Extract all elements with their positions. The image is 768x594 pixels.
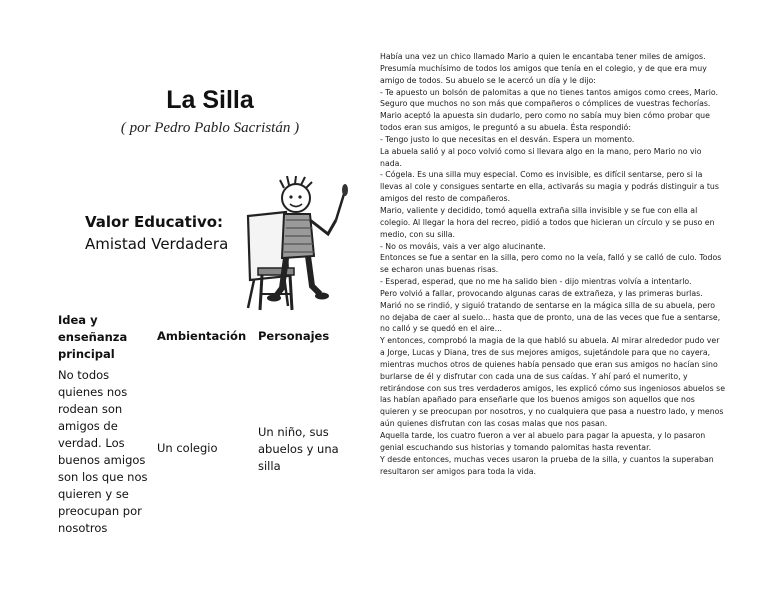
story-paragraph: - Esperad, esperad, que no me ha salido bien - dijo mientras volvía a intentarlo. [380, 277, 692, 287]
boy-painting-icon [236, 176, 354, 316]
value-text: Amistad Verdadera [85, 235, 229, 253]
page-title: La Silla [166, 86, 254, 114]
story-paragraph: - Te apuesto un bolsón de palomitas a que no tienes tantos amigos como crees, Mario. Seguro que muchos no son más que compañeros o cómplices de vuestras fechorías. [380, 87, 719, 109]
story-text [380, 51, 725, 477]
story-paragraph: Entonces se fue a sentar en la silla, pero como no la veía, falló y se calló de culo. Todos se echaron unas buenas risas. [380, 253, 722, 275]
story-paragraph: Y entonces, comprobó la magia de la que habló su abuela. Al mirar alrededor pudo ver a Jorge, Lucas y Diana, tres de sus mejores amigos, sujetándole para que no cayera, mientras muchos otros de quienes había pensado que eran sus amigos no hacían sino burlarse de él y disfrutar con cada una de sus caídas. Y ahí paró el numerito, y retirándose con sus tres verdaderos amigos, les explicó cómo sus ingeniosos abuelos se las habían apañado para enseñarle que los buenos amigos son aquellos que nos quieren y se preocupan por nosotros, y no cualquiera que pasa a nuestro lado, y menos aún quienes disfrutan con las cosas malas que nos pasan. [380, 336, 726, 429]
author-subtitle: ( por Pedro Pablo Sacristán ) [120, 120, 300, 136]
story-paragraph: Mario, valiente y decidido, tomó aquella extraña silla invisible y se fue con ella al colegio. Al llegar la hora del recreo, pidió a todos que hicieran un círculo y se puso en medio, con su silla. [380, 205, 715, 239]
table-header-ambientacion: Ambientación [157, 329, 247, 343]
story-paragraph: La abuela salió y al poco volvió como si llevara algo en la mano, pero Mario no vio nada. [380, 146, 702, 168]
table-header-idea: Idea y enseñanza principal [58, 313, 128, 361]
table-header-personajes: Personajes [258, 329, 330, 343]
story-paragraph: - Cógela. Es una silla muy especial. Como es invisible, es difícil sentarse, pero si la llevas al cole y consigues sentarte en ella, activarás su magia y podrás distinguir a tus amigos del resto de compañeros. [380, 170, 719, 204]
story-paragraph: Y desde entonces, muchas veces usaron la prueba de la silla, y cuantos la superaban resultaron ser amigos para toda la vida. [380, 454, 714, 476]
story-paragraph: Mario aceptó la apuesta sin dudarlo, pero como no sabía muy bien cómo probar que todos eran sus amigos, le preguntó a su abuela. Ésta respondió: [380, 111, 710, 133]
table-cell-ambientacion: Un colegio [157, 441, 218, 455]
story-paragraph: Pero volvió a fallar, provocando algunas caras de extrañeza, y las primeras burlas. Marió no se rindió, y siguió tratando de sentarse en la mágica silla de su abuela, pero no dejaba de caer al suelo... hasta que de pronto, una de las veces que fue a sentarse, no calló y se quedó en el aire... [380, 288, 721, 334]
table-cell-personajes: Un niño, sus abuelos y una silla [258, 425, 339, 473]
table-cell-idea: No todos quienes nos rodean son amigos de verdad. Los buenos amigos son los que nos quieren y se preocupan por nosotros [58, 368, 148, 535]
story-paragraph: - Tengo justo lo que necesitas en el desván. Espera un momento. [380, 134, 635, 144]
story-paragraph: Aquella tarde, los cuatro fueron a ver al abuelo para pagar la apuesta, y lo pasaron genial escuchando sus historias y tomando palomitas hasta reventar. [380, 431, 706, 452]
story-paragraph: - No os mováis, vais a ver algo alucinante. [380, 241, 546, 251]
value-label: Valor Educativo: [85, 213, 224, 231]
story-paragraph: Había una vez un chico llamado Mario a quien le encantaba tener miles de amigos. Presumía muchísimo de todos los amigos que tenía en el colegio, y de que era muy amigo de todos. Su abuelo se le acercó un día y le dijo: [380, 52, 707, 85]
